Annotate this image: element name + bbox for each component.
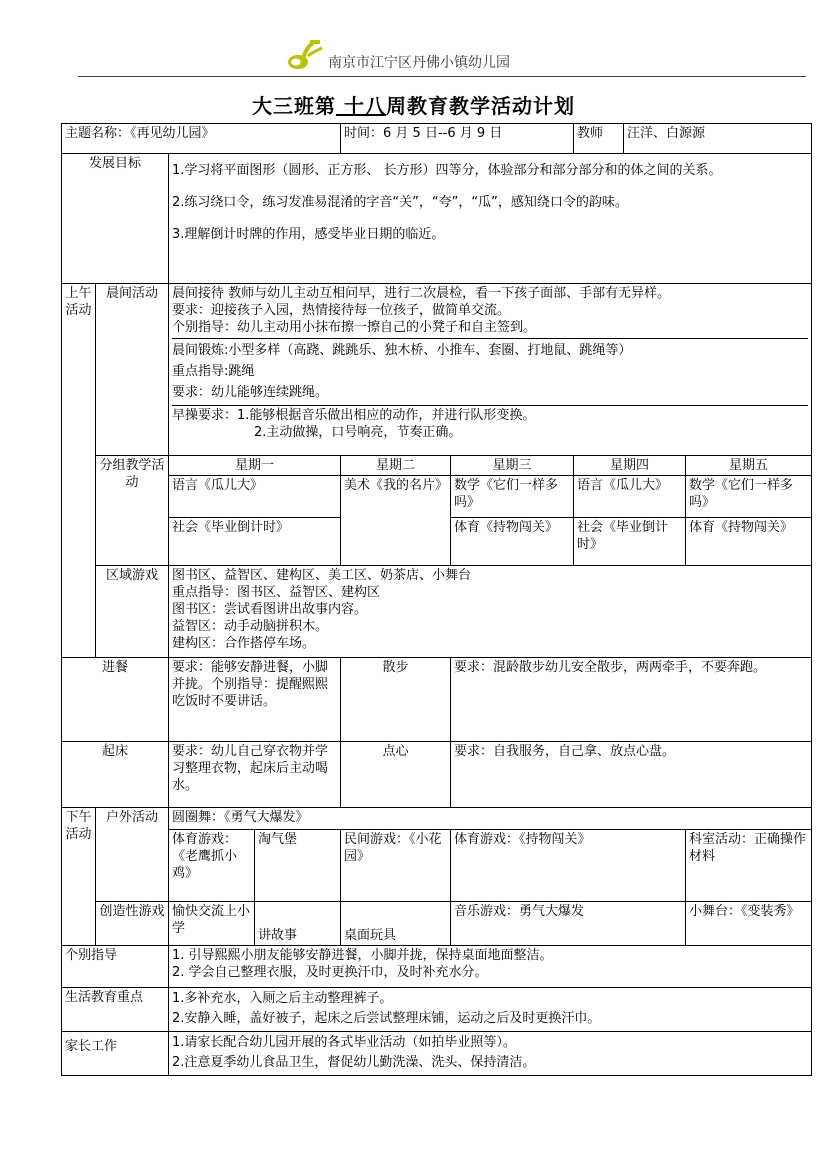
area-line: 建构区：合作搭停车场。 — [172, 636, 316, 651]
group-label: 分组教学活动 — [96, 456, 169, 566]
exercise-line: 晨间锻炼:小型多样（高跷、跳跳乐、独木桥、小推车、套圈、打地鼠、跳绳等） — [172, 343, 632, 358]
goal-item: 1.学习将平面图形（圆形、正方形、 长方形）四等分，体验部分和部分部分和的体之间的关系。 — [172, 163, 722, 178]
life-label: 生活教育重点 — [62, 988, 169, 1032]
group-cell: 美术《我的名片》 — [341, 476, 451, 566]
meal-label: 进餐 — [62, 658, 169, 742]
early-label: 晨间活动 — [96, 284, 169, 456]
meal-row — [62, 658, 812, 742]
area-row — [62, 566, 812, 658]
group-cell: 体育《持物闯关》 — [451, 518, 574, 566]
wake-row — [62, 742, 812, 808]
plan-table — [61, 123, 812, 1076]
life-row — [62, 988, 812, 1032]
header-divider — [78, 76, 806, 77]
area-content — [169, 566, 812, 658]
area-line: 图书区：尝试看图讲出故事内容。 — [172, 602, 368, 617]
title-prefix: 大三班第 — [252, 94, 337, 118]
kindergarten-logo-icon — [284, 38, 324, 72]
life-line: 2.安静入睡，盖好被子，起床之后尝试整理床铺，运动之后及时更换汗巾。 — [172, 1011, 601, 1026]
walk-label: 散步 — [341, 658, 451, 742]
weekday-row — [62, 456, 812, 476]
outdoor-cell: 淘气堡 — [255, 830, 341, 902]
life-line: 1.多补充水，入厕之后主动整理裤子。 — [172, 991, 393, 1006]
weekday-tue: 星期二 — [341, 456, 451, 476]
weekday-wed: 星期三 — [451, 456, 574, 476]
info-row — [62, 124, 812, 154]
time-range: 时间：6 月 5 日--6 月 9 日 — [341, 124, 574, 154]
individual-label: 个别指导 — [62, 946, 169, 988]
group-cell: 数学《它们一样多吗》 — [451, 476, 574, 518]
early-row — [62, 284, 812, 456]
goal-item: 3.理解倒计时牌的作用，感受毕业日期的临近。 — [172, 227, 445, 242]
area-line: 重点指导：图书区、益智区、建构区 — [172, 585, 381, 600]
morning-label: 上午活动 — [62, 284, 96, 658]
individual-line: 2. 学会自己整理衣服，及时更换汗巾，及时补充水分。 — [172, 965, 488, 980]
afternoon-label: 下午活动 — [62, 808, 96, 946]
circle-dance: 圆圈舞：《勇气大爆发》 — [169, 808, 812, 830]
parents-line: 1.请家长配合幼儿园开展的各式毕业活动（如拍毕业照等）。 — [172, 1035, 516, 1050]
exercise-line: 要求：幼儿能够连续跳绳。 — [172, 385, 329, 400]
exercise-line: 重点指导:跳绳 — [172, 364, 255, 379]
creative-cell: 愉快交流上小学 — [169, 902, 255, 946]
meal-text: 要求：能够安静进餐，小脚并拢。个别指导：提醒熙熙吃饭时不要讲话。 — [169, 658, 341, 742]
drill-block — [172, 406, 808, 443]
circle-row — [62, 808, 812, 830]
group-cell: 体育《持物闯关》 — [686, 518, 812, 566]
life-content — [169, 988, 812, 1032]
school-name: 南京市江宁区丹佛小镇幼儿园 — [328, 55, 510, 71]
group-row-1 — [62, 476, 812, 518]
snack-text: 要求：自我服务，自己拿、放点心盘。 — [451, 742, 812, 808]
wake-label: 起床 — [62, 742, 169, 808]
title-week: 十八 — [336, 94, 386, 118]
creative-cell: 桌面玩具 — [341, 902, 451, 946]
area-line: 图书区、益智区、建构区、美工区、奶茶店、小舞台 — [172, 568, 472, 583]
goals-row — [62, 154, 812, 284]
creative-label: 创造性游戏 — [96, 902, 169, 946]
creative-cell: 小舞台：《变装秀》 — [686, 902, 812, 946]
creative-cell: 讲故事 — [255, 902, 341, 946]
teacher-label: 教师 — [574, 124, 624, 154]
outdoor-cell: 体育游戏：《老鹰抓小鸡》 — [169, 830, 255, 902]
area-line: 益智区：动手动脑拼积木。 — [172, 619, 329, 634]
creative-cell: 音乐游戏：勇气大爆发 — [451, 902, 686, 946]
exercise-block — [172, 339, 808, 406]
group-cell: 社会《毕业倒计时》 — [169, 518, 341, 566]
snack-label: 点心 — [341, 742, 451, 808]
group-cell: 语言《瓜儿大》 — [574, 476, 686, 518]
outdoor-cell: 民间游戏：《小花园》 — [341, 830, 451, 902]
group-cell: 社会《毕业倒计时》 — [574, 518, 686, 566]
area-label: 区域游戏 — [96, 566, 169, 658]
theme-name: 主题名称：《再见幼儿园》 — [62, 124, 341, 154]
parents-content — [169, 1032, 812, 1076]
page-title — [0, 90, 827, 119]
outdoor-label: 户外活动 — [96, 808, 169, 902]
goal-item: 2.练习绕口令，练习发准易混淆的字音“关”，“夸”，“瓜”，感知绕口令的韵味。 — [172, 195, 628, 210]
teacher-names: 汪洋、白源源 — [624, 124, 812, 154]
drill-line: 2.主动做操，口号响亮，节奏正确。 — [254, 425, 462, 440]
group-cell: 数学《它们一样多吗》 — [686, 476, 812, 518]
weekday-fri: 星期五 — [686, 456, 812, 476]
reception-block — [172, 284, 808, 339]
individual-line: 1. 引导熙熙小朋友能够安静进餐，小脚并拢，保持桌面地面整洁。 — [172, 948, 553, 963]
group-cell: 语言《瓜儿大》 — [169, 476, 341, 518]
reception-line: 要求：迎接孩子入园，热情接待每一位孩子，做简单交流。 — [172, 303, 511, 318]
wake-text: 要求：幼儿自己穿衣物并学习整理衣物，起床后主动喝水。 — [169, 742, 341, 808]
early-content — [169, 284, 812, 456]
parents-row — [62, 1032, 812, 1076]
reception-line: 个别指导：幼儿主动用小抹布擦一擦自己的小凳子和自主签到。 — [172, 320, 537, 335]
parents-line: 2.注意夏季幼儿食品卫生，督促幼儿勤洗澡、洗头、保持清洁。 — [172, 1055, 536, 1070]
walk-text: 要求：混龄散步幼儿安全散步，两两牵手，不要奔跑。 — [451, 658, 812, 742]
outdoor-cell: 体育游戏：《持物闯关》 — [451, 830, 686, 902]
weekday-mon: 星期一 — [169, 456, 341, 476]
individual-content — [169, 946, 812, 988]
goals-label: 发展目标 — [62, 154, 169, 284]
parents-label: 家长工作 — [62, 1032, 169, 1076]
title-suffix: 周教育教学活动计划 — [385, 94, 575, 118]
outdoor-row — [62, 830, 812, 902]
creative-row — [62, 902, 812, 946]
page-header — [0, 36, 827, 78]
weekday-thu: 星期四 — [574, 456, 686, 476]
outdoor-cell: 科室活动：正确操作材料 — [686, 830, 812, 902]
goals-content — [169, 154, 812, 284]
drill-line: 早操要求：1.能够根据音乐做出相应的动作，并进行队形变换。 — [172, 408, 536, 423]
individual-row — [62, 946, 812, 988]
reception-line: 晨间接待 教师与幼儿主动互相问早，进行二次晨检，看一下孩子面部、手部有无异样。 — [172, 286, 671, 301]
